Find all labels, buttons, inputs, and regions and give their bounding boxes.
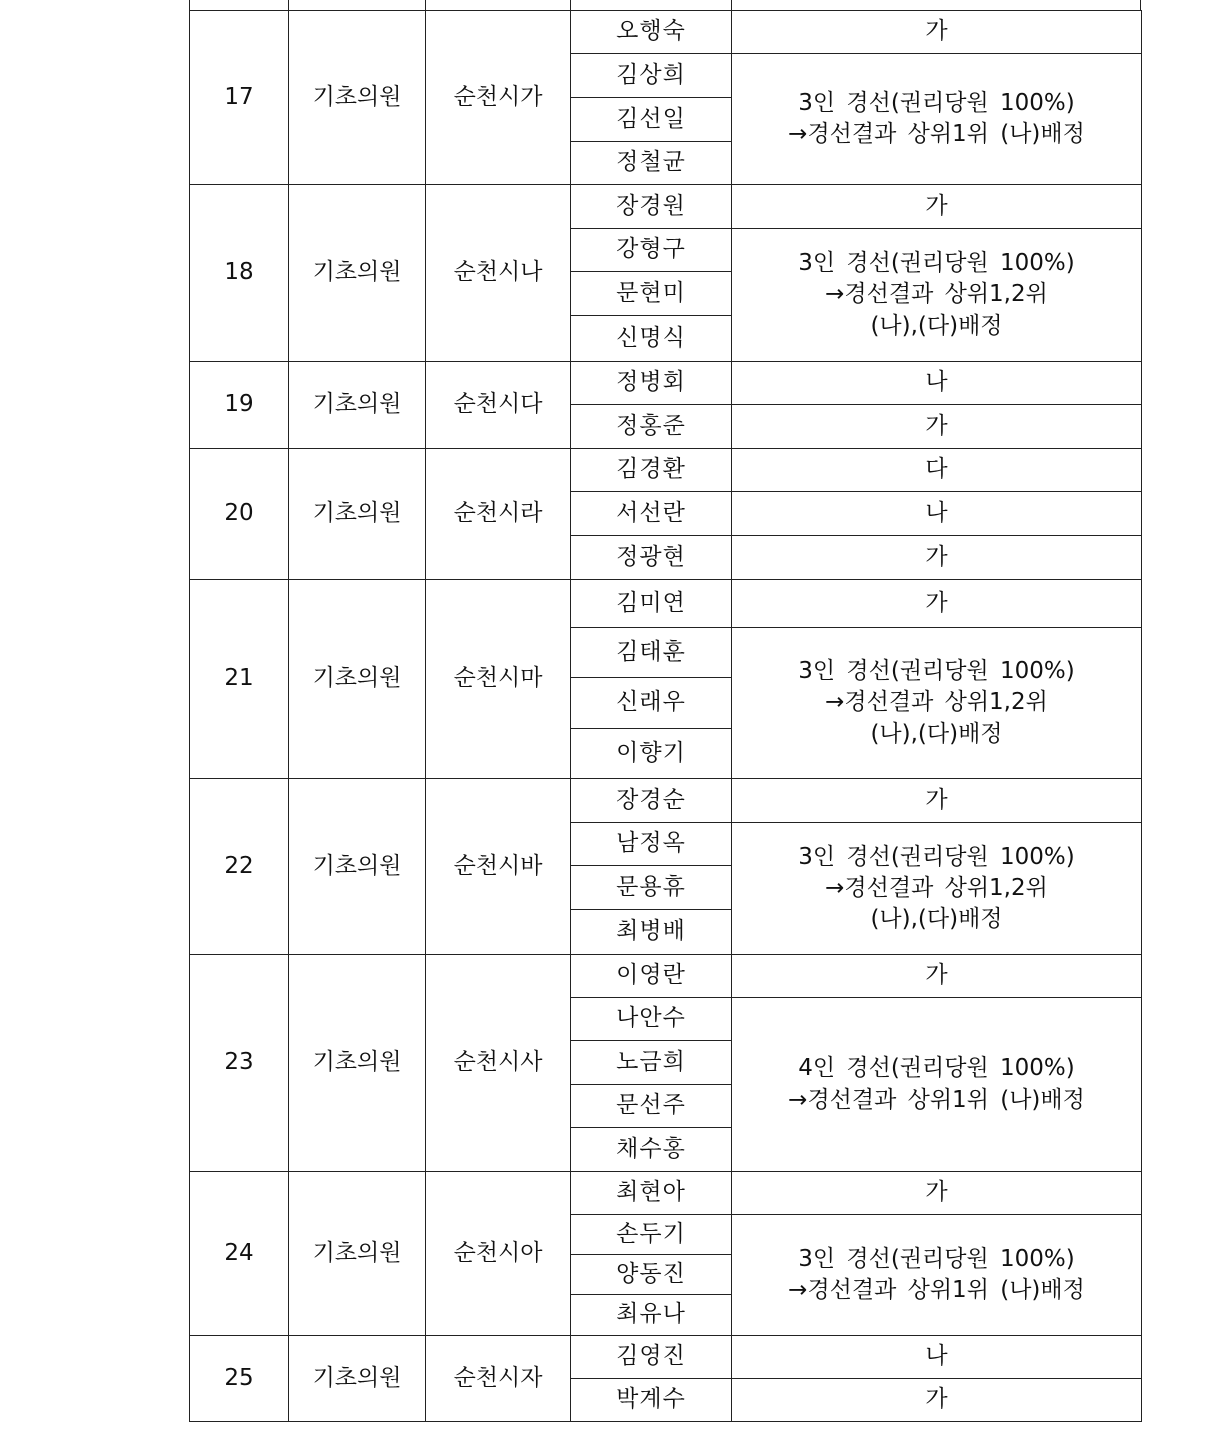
- candidate-name: 남정옥: [571, 823, 732, 866]
- row-number: 17: [190, 11, 289, 185]
- candidate-name: 나안수: [571, 998, 732, 1041]
- election-type: 기초의원: [289, 449, 426, 580]
- candidate-name: 강형구: [571, 229, 732, 272]
- district-name: 순천시나: [426, 185, 571, 362]
- nomination-table: [189, 10, 1142, 1422]
- election-type: 기초의원: [289, 185, 426, 362]
- candidate-name: 정광현: [571, 536, 732, 580]
- ballot-symbol: 가: [732, 185, 1142, 229]
- district-name: 순천시자: [426, 1336, 571, 1422]
- row-number: 20: [190, 449, 289, 580]
- table-row: [190, 1172, 1142, 1215]
- candidate-name: 손두기: [571, 1215, 732, 1255]
- district-name: 순천시다: [426, 362, 571, 449]
- candidate-name: 최유나: [571, 1295, 732, 1336]
- row-number: 18: [190, 185, 289, 362]
- candidate-name: 오행숙: [571, 11, 732, 54]
- district-name: 순천시아: [426, 1172, 571, 1336]
- candidate-name: 김경환: [571, 449, 732, 492]
- candidate-name: 정철균: [571, 142, 732, 185]
- candidate-name: 이영란: [571, 955, 732, 998]
- row-number: 23: [190, 955, 289, 1172]
- row-number: 21: [190, 580, 289, 779]
- candidate-name: 장경원: [571, 185, 732, 229]
- candidate-name: 신래우: [571, 678, 732, 729]
- candidate-name: 김태훈: [571, 628, 732, 678]
- row-number: 25: [190, 1336, 289, 1422]
- ballot-symbol: 나: [732, 1336, 1142, 1379]
- primary-result: 4인 경선(권리당원 100%) →경선결과 상위1위 (나)배정: [732, 998, 1142, 1172]
- candidate-name: 최병배: [571, 910, 732, 955]
- ballot-symbol: 다: [732, 449, 1142, 492]
- table-row: [190, 11, 1142, 54]
- ballot-symbol: 가: [732, 779, 1142, 823]
- row-number: 19: [190, 362, 289, 449]
- primary-result: 3인 경선(권리당원 100%) →경선결과 상위1위 (나)배정: [732, 1215, 1142, 1336]
- candidate-name: 이향기: [571, 729, 732, 779]
- table-row: [190, 955, 1142, 998]
- election-type: 기초의원: [289, 580, 426, 779]
- district-name: 순천시가: [426, 11, 571, 185]
- ballot-symbol: 나: [732, 362, 1142, 405]
- candidate-name: 김선일: [571, 98, 732, 142]
- candidate-name: 양동진: [571, 1255, 732, 1295]
- candidate-name: 김영진: [571, 1336, 732, 1379]
- candidate-name: 서선란: [571, 492, 732, 536]
- candidate-name: 문현미: [571, 272, 732, 316]
- election-type: 기초의원: [289, 779, 426, 955]
- candidate-name: 정홍준: [571, 405, 732, 449]
- candidate-name: 신명식: [571, 316, 732, 362]
- table-top-continuation: [189, 0, 1141, 10]
- ballot-symbol: 나: [732, 492, 1142, 536]
- primary-result: 3인 경선(권리당원 100%) →경선결과 상위1,2위 (나),(다)배정: [732, 229, 1142, 362]
- election-type: 기초의원: [289, 362, 426, 449]
- candidate-name: 최현아: [571, 1172, 732, 1215]
- primary-result: 3인 경선(권리당원 100%) →경선결과 상위1,2위 (나),(다)배정: [732, 628, 1142, 779]
- candidate-name: 장경순: [571, 779, 732, 823]
- ballot-symbol: 가: [732, 11, 1142, 54]
- row-number: 24: [190, 1172, 289, 1336]
- election-type: 기초의원: [289, 1336, 426, 1422]
- table-row: [190, 362, 1142, 405]
- candidate-name: 박계수: [571, 1379, 732, 1422]
- district-name: 순천시바: [426, 779, 571, 955]
- table-row: [190, 1336, 1142, 1379]
- table-row: [190, 185, 1142, 229]
- candidate-name: 정병회: [571, 362, 732, 405]
- table-row: [190, 580, 1142, 628]
- row-number: 22: [190, 779, 289, 955]
- ballot-symbol: 가: [732, 1172, 1142, 1215]
- ballot-symbol: 가: [732, 405, 1142, 449]
- candidate-name: 김상희: [571, 54, 732, 98]
- election-type: 기초의원: [289, 11, 426, 185]
- district-name: 순천시라: [426, 449, 571, 580]
- district-name: 순천시사: [426, 955, 571, 1172]
- ballot-symbol: 가: [732, 580, 1142, 628]
- candidate-name: 문용휴: [571, 866, 732, 910]
- candidate-name: 문선주: [571, 1085, 732, 1128]
- candidate-name: 김미연: [571, 580, 732, 628]
- table-row: [190, 779, 1142, 823]
- district-name: 순천시마: [426, 580, 571, 779]
- ballot-symbol: 가: [732, 1379, 1142, 1422]
- ballot-symbol: 가: [732, 536, 1142, 580]
- election-type: 기초의원: [289, 1172, 426, 1336]
- ballot-symbol: 가: [732, 955, 1142, 998]
- table-row: [190, 449, 1142, 492]
- candidate-name: 채수홍: [571, 1128, 732, 1172]
- election-type: 기초의원: [289, 955, 426, 1172]
- candidate-name: 노금희: [571, 1041, 732, 1085]
- primary-result: 3인 경선(권리당원 100%) →경선결과 상위1,2위 (나),(다)배정: [732, 823, 1142, 955]
- primary-result: 3인 경선(권리당원 100%) →경선결과 상위1위 (나)배정: [732, 54, 1142, 185]
